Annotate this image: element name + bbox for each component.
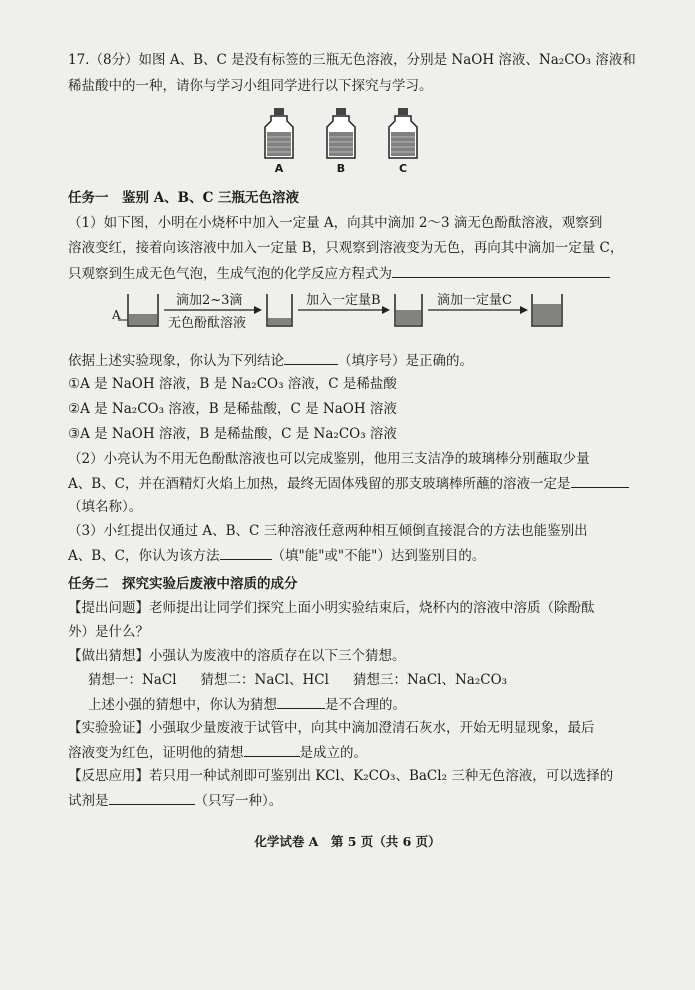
flow-step3: 滴加一定量C [437,293,512,308]
reagent-bottles-figure [262,108,432,178]
reflect-tail: （只写一种）。 [194,793,283,809]
task1-p1-line2: 溶液变红，接着向该溶液中加入一定量 B，只观察到溶液变为无色，再向其中滴加一定量 C， [68,240,624,256]
p2-answer-blank[interactable] [571,473,629,488]
bottle-c-label: C [398,162,408,175]
equation-answer-blank[interactable] [392,263,610,278]
guess-question-prompt: 上述小强的猜想中，你认为猜想 [88,697,277,713]
flow-step1-bottom: 无色酚酞溶液 [168,316,247,331]
verify-answer-blank[interactable] [244,742,300,757]
task1-p3-line1: （3）小红提出仅通过 A、B、C 三种溶液任意两种相互倾倒直接混合的方法也能鉴别出 [68,523,588,539]
guess-question [68,694,628,715]
question-intro-line-1: 17.（8分）如图 A、B、C 是没有标签的三瓶无色溶液，分别是 NaOH 溶液、Na₂CO₃ 溶液和 [68,52,636,68]
option-2: ②A 是 Na₂CO₃ 溶液，B 是稀盐酸，C 是 NaOH 溶液 [68,401,397,417]
conclusion-line [68,350,628,371]
guess-1: 猜想一：NaCl [88,672,177,688]
flow-step2: 加入一定量B [306,293,381,308]
equation-prompt: 只观察到生成无色气泡，生成气泡的化学反应方程式为 [68,266,392,282]
reflect-prompt: 试剂是 [68,793,109,809]
bottle-c-icon [386,108,420,168]
verify-line1: 【实验验证】小强取少量废液于试管中，向其中滴加澄清石灰水，开始无明显现象，最后 [68,720,595,736]
conclusion-tail: （填序号）是正确的。 [338,353,473,369]
p3-answer-blank[interactable] [220,545,272,560]
conclusion-answer-blank[interactable] [284,350,338,365]
task1-title: 任务一 鉴别 A、B、C 三瓶无色溶液 [68,190,300,206]
reflect-answer-blank[interactable] [109,790,195,805]
verify-prompt: 溶液变为红色，证明他的猜想 [68,745,244,761]
verify-line2 [68,742,628,763]
guess-answer-blank[interactable] [277,694,325,709]
page-footer: 化学试卷 A 第 5 页（共 6 页） [254,834,441,849]
option-1: ①A 是 NaOH 溶液，B 是 Na₂CO₃ 溶液，C 是稀盐酸 [68,376,397,392]
verify-tail: 是成立的。 [299,745,367,761]
flow-step1-top: 滴加2~3滴 [176,293,243,308]
bottle-b-icon [324,108,358,168]
p2-prompt: A、B、C，并在酒精灯火焰上加热，最终无固体残留的那支玻璃棒所蘸的溶液一定是 [68,476,571,492]
flow-start-label: A [112,308,121,322]
task1-p2-line1: （2）小亮认为不用无色酚酞溶液也可以完成鉴别，他用三支洁净的玻璃棒分别蘸取少量 [68,451,590,467]
reflect-line2 [68,790,628,811]
bottle-b-label: B [336,162,346,175]
experiment-flow-diagram [112,292,572,332]
task1-p3-line2 [68,545,628,566]
guess-2: 猜想二：NaCl、HCl [200,672,329,688]
guess-3: 猜想三：NaCl、Na₂CO₃ [352,672,508,688]
task1-p1-line1: （1）如下图，小明在小烧杯中加入一定量 A，向其中滴加 2～3 滴无色酚酞溶液，观察到 [68,215,603,231]
conclusion-prompt: 依据上述实验现象，你认为下列结论 [68,353,284,369]
question-intro-line-2: 稀盐酸中的一种，请你与学习小组同学进行以下探究与学习。 [68,78,433,94]
p3-tail: （填"能"或"不能"）达到鉴别目的。 [271,548,486,564]
bottle-a-label: A [274,162,284,175]
task2-question-line1: 【提出问题】老师提出让同学们探究上面小明实验结束后，烧杯内的溶液中溶质（除酚酞 [68,600,595,616]
guess-question-tail: 是不合理的。 [325,697,406,713]
p3-prompt: A、B、C，你认为该方法 [68,548,220,564]
bottle-a-icon [262,108,296,168]
guess-list [68,670,628,690]
task1-p1-line3 [68,263,628,284]
reflect-line1: 【反思应用】若只用一种试剂即可鉴别出 KCl、K₂CO₃、BaCl₂ 三种无色溶液，可以选择的 [68,768,614,784]
task1-p2-line3: （填名称）。 [68,499,143,515]
task2-title: 任务二 探究实验后废液中溶质的成分 [68,576,298,592]
guess-intro: 【做出猜想】小强认为废液中的溶质存在以下三个猜想。 [68,648,406,664]
task1-p2-line2 [68,473,628,494]
option-3: ③A 是 NaOH 溶液，B 是稀盐酸，C 是 Na₂CO₃ 溶液 [68,426,397,442]
task2-question-line2: 外）是什么？ [68,624,149,640]
